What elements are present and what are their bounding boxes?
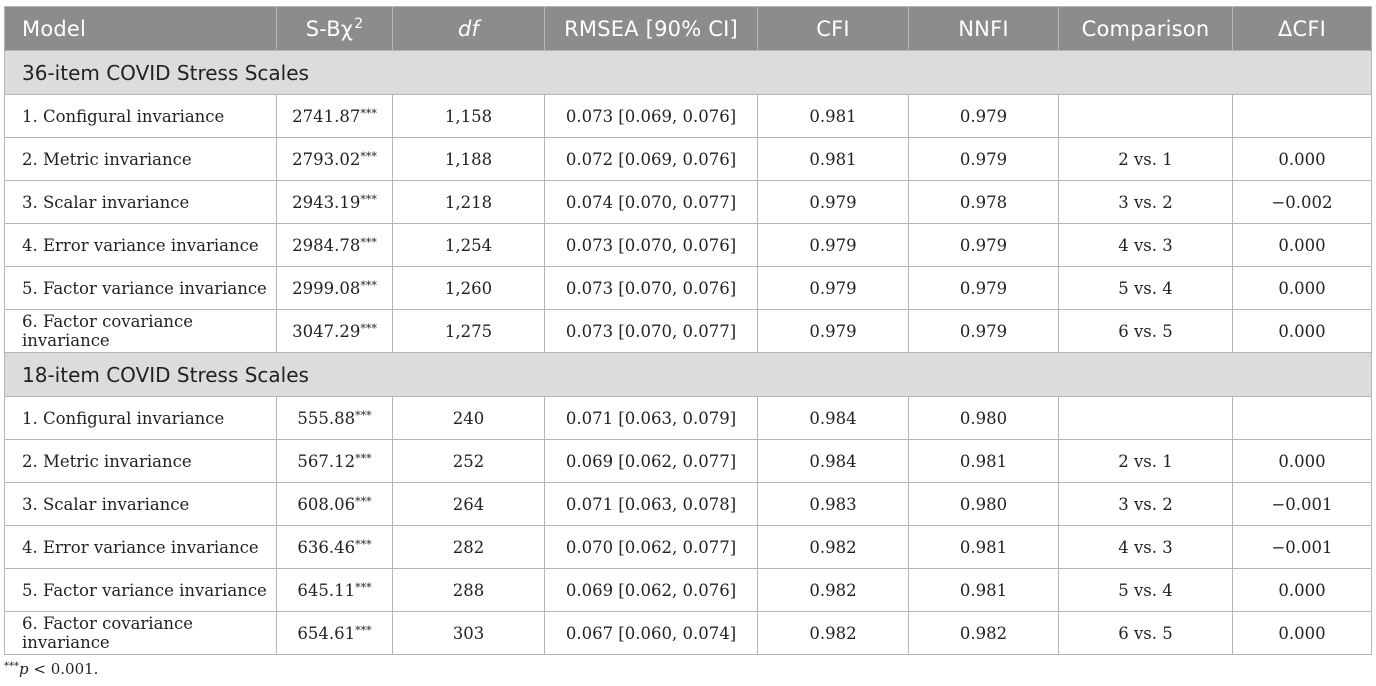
table-row <box>5 526 1372 569</box>
table-row <box>5 95 1372 138</box>
chi-square-value: 2999.08 <box>292 278 361 298</box>
table-row <box>5 612 1372 655</box>
cell-nnfi: 0.981 <box>909 526 1059 569</box>
cell-comparison: 6 vs. 5 <box>1059 310 1233 353</box>
cell-model: 1. Configural invariance <box>5 95 277 138</box>
cell-nnfi: 0.981 <box>909 440 1059 483</box>
cell-delta-cfi: 0.000 <box>1233 267 1372 310</box>
footnote-text: < 0.001. <box>28 660 99 678</box>
cell-rmsea: 0.073 [0.069, 0.076] <box>545 95 758 138</box>
header-df <box>393 7 545 51</box>
cell-delta-cfi <box>1233 397 1372 440</box>
cell-cfi: 0.979 <box>758 224 909 267</box>
cell-sb-chi-square <box>277 440 393 483</box>
cell-nnfi: 0.978 <box>909 181 1059 224</box>
cell-sb-chi-square <box>277 310 393 353</box>
cell-cfi: 0.982 <box>758 526 909 569</box>
cell-rmsea: 0.069 [0.062, 0.076] <box>545 569 758 612</box>
cell-sb-chi-square <box>277 526 393 569</box>
cell-delta-cfi: 0.000 <box>1233 440 1372 483</box>
cell-model: 1. Configural invariance <box>5 397 277 440</box>
table-row <box>5 267 1372 310</box>
header-sb-chi-label: S-Bχ <box>305 17 354 41</box>
table-row <box>5 138 1372 181</box>
cell-delta-cfi: 0.000 <box>1233 138 1372 181</box>
cell-cfi: 0.984 <box>758 440 909 483</box>
cell-df: 252 <box>393 440 545 483</box>
table-row <box>5 224 1372 267</box>
table-row <box>5 397 1372 440</box>
cell-model: 3. Scalar invariance <box>5 483 277 526</box>
table-row <box>5 181 1372 224</box>
cell-comparison <box>1059 95 1233 138</box>
chi-square-value: 567.12 <box>297 451 356 471</box>
cell-nnfi: 0.980 <box>909 483 1059 526</box>
cell-nnfi: 0.979 <box>909 138 1059 181</box>
section-title: 18-item COVID Stress Scales <box>5 353 1372 397</box>
cell-model: 2. Metric invariance <box>5 440 277 483</box>
significance-stars: *** <box>355 451 372 465</box>
table-row <box>5 483 1372 526</box>
chi-square-value: 654.61 <box>297 623 356 643</box>
cell-comparison: 3 vs. 2 <box>1059 483 1233 526</box>
cell-sb-chi-square <box>277 397 393 440</box>
cell-model: 4. Error variance invariance <box>5 526 277 569</box>
cell-delta-cfi: 0.000 <box>1233 310 1372 353</box>
header-nnfi: NNFI <box>909 7 1059 51</box>
cell-df: 282 <box>393 526 545 569</box>
cell-df: 1,260 <box>393 267 545 310</box>
cell-df: 1,254 <box>393 224 545 267</box>
chi-square-value: 645.11 <box>297 580 356 600</box>
cell-delta-cfi: −0.002 <box>1233 181 1372 224</box>
cell-comparison: 5 vs. 4 <box>1059 569 1233 612</box>
cell-sb-chi-square <box>277 224 393 267</box>
cell-comparison: 2 vs. 1 <box>1059 138 1233 181</box>
cell-delta-cfi: −0.001 <box>1233 483 1372 526</box>
header-sb-chi-square <box>277 7 393 51</box>
header-delta-cfi: ΔCFI <box>1233 7 1372 51</box>
cell-df: 1,218 <box>393 181 545 224</box>
header-df-label: df <box>457 16 480 41</box>
model-fit-table <box>4 6 1372 655</box>
chi-square-value: 2984.78 <box>292 235 361 255</box>
significance-stars: *** <box>360 235 377 249</box>
table-row <box>5 569 1372 612</box>
cell-rmsea: 0.069 [0.062, 0.077] <box>545 440 758 483</box>
cell-cfi: 0.982 <box>758 569 909 612</box>
cell-nnfi: 0.979 <box>909 310 1059 353</box>
cell-df: 264 <box>393 483 545 526</box>
cell-model: 5. Factor variance invariance <box>5 569 277 612</box>
cell-sb-chi-square <box>277 267 393 310</box>
cell-comparison: 3 vs. 2 <box>1059 181 1233 224</box>
chi-square-value: 608.06 <box>297 494 356 514</box>
header-sb-chi-exponent: 2 <box>354 16 364 32</box>
significance-stars: *** <box>355 623 372 637</box>
cell-rmsea: 0.073 [0.070, 0.076] <box>545 224 758 267</box>
chi-square-value: 3047.29 <box>292 321 361 341</box>
cell-nnfi: 0.981 <box>909 569 1059 612</box>
cell-sb-chi-square <box>277 181 393 224</box>
header-rmsea: RMSEA [90% CI] <box>545 7 758 51</box>
significance-stars: *** <box>360 149 377 163</box>
table-row <box>5 310 1372 353</box>
significance-stars: *** <box>360 106 377 120</box>
cell-model: 4. Error variance invariance <box>5 224 277 267</box>
header-model: Model <box>5 7 277 51</box>
cell-comparison: 6 vs. 5 <box>1059 612 1233 655</box>
cell-nnfi: 0.980 <box>909 397 1059 440</box>
chi-square-value: 2943.19 <box>292 192 361 212</box>
cell-cfi: 0.984 <box>758 397 909 440</box>
cell-model: 6. Factor covariance invariance <box>5 612 277 655</box>
cell-df: 1,275 <box>393 310 545 353</box>
table-body <box>5 51 1372 655</box>
table-row <box>5 440 1372 483</box>
significance-stars: *** <box>355 494 372 508</box>
cell-comparison: 4 vs. 3 <box>1059 224 1233 267</box>
cell-rmsea: 0.072 [0.069, 0.076] <box>545 138 758 181</box>
cell-rmsea: 0.070 [0.062, 0.077] <box>545 526 758 569</box>
chi-square-value: 2793.02 <box>292 149 361 169</box>
cell-df: 303 <box>393 612 545 655</box>
cell-sb-chi-square <box>277 612 393 655</box>
cell-sb-chi-square <box>277 95 393 138</box>
cell-cfi: 0.979 <box>758 267 909 310</box>
cell-rmsea: 0.067 [0.060, 0.074] <box>545 612 758 655</box>
cell-cfi: 0.981 <box>758 138 909 181</box>
cell-df: 240 <box>393 397 545 440</box>
header-row <box>5 7 1372 51</box>
cell-nnfi: 0.979 <box>909 267 1059 310</box>
cell-comparison: 5 vs. 4 <box>1059 267 1233 310</box>
cell-comparison <box>1059 397 1233 440</box>
cell-model: 3. Scalar invariance <box>5 181 277 224</box>
cell-model: 5. Factor variance invariance <box>5 267 277 310</box>
cell-rmsea: 0.074 [0.070, 0.077] <box>545 181 758 224</box>
cell-df: 288 <box>393 569 545 612</box>
cell-model: 2. Metric invariance <box>5 138 277 181</box>
cell-model: 6. Factor covariance invariance <box>5 310 277 353</box>
cell-nnfi: 0.982 <box>909 612 1059 655</box>
chi-square-value: 555.88 <box>297 408 356 428</box>
significance-stars: *** <box>355 580 372 594</box>
section-title: 36-item COVID Stress Scales <box>5 51 1372 95</box>
cell-df: 1,158 <box>393 95 545 138</box>
cell-df: 1,188 <box>393 138 545 181</box>
cell-sb-chi-square <box>277 138 393 181</box>
chi-square-value: 2741.87 <box>292 106 361 126</box>
footnote <box>4 660 98 678</box>
cell-rmsea: 0.073 [0.070, 0.076] <box>545 267 758 310</box>
footnote-p: p <box>19 660 29 678</box>
header-comparison: Comparison <box>1059 7 1233 51</box>
header-cfi: CFI <box>758 7 909 51</box>
cell-cfi: 0.979 <box>758 310 909 353</box>
section-header-row <box>5 51 1372 95</box>
cell-sb-chi-square <box>277 569 393 612</box>
cell-comparison: 2 vs. 1 <box>1059 440 1233 483</box>
cell-delta-cfi: 0.000 <box>1233 569 1372 612</box>
footnote-stars: *** <box>4 661 19 672</box>
cell-rmsea: 0.071 [0.063, 0.078] <box>545 483 758 526</box>
cell-comparison: 4 vs. 3 <box>1059 526 1233 569</box>
cell-delta-cfi: −0.001 <box>1233 526 1372 569</box>
significance-stars: *** <box>355 408 372 422</box>
cell-delta-cfi: 0.000 <box>1233 612 1372 655</box>
cell-cfi: 0.982 <box>758 612 909 655</box>
cell-delta-cfi: 0.000 <box>1233 224 1372 267</box>
cell-delta-cfi <box>1233 95 1372 138</box>
cell-cfi: 0.981 <box>758 95 909 138</box>
significance-stars: *** <box>360 278 377 292</box>
cell-rmsea: 0.073 [0.070, 0.077] <box>545 310 758 353</box>
chi-square-value: 636.46 <box>297 537 356 557</box>
cell-cfi: 0.979 <box>758 181 909 224</box>
cell-sb-chi-square <box>277 483 393 526</box>
cell-nnfi: 0.979 <box>909 95 1059 138</box>
cell-cfi: 0.983 <box>758 483 909 526</box>
cell-rmsea: 0.071 [0.063, 0.079] <box>545 397 758 440</box>
cell-nnfi: 0.979 <box>909 224 1059 267</box>
significance-stars: *** <box>360 321 377 335</box>
section-header-row <box>5 353 1372 397</box>
significance-stars: *** <box>360 192 377 206</box>
significance-stars: *** <box>355 537 372 551</box>
